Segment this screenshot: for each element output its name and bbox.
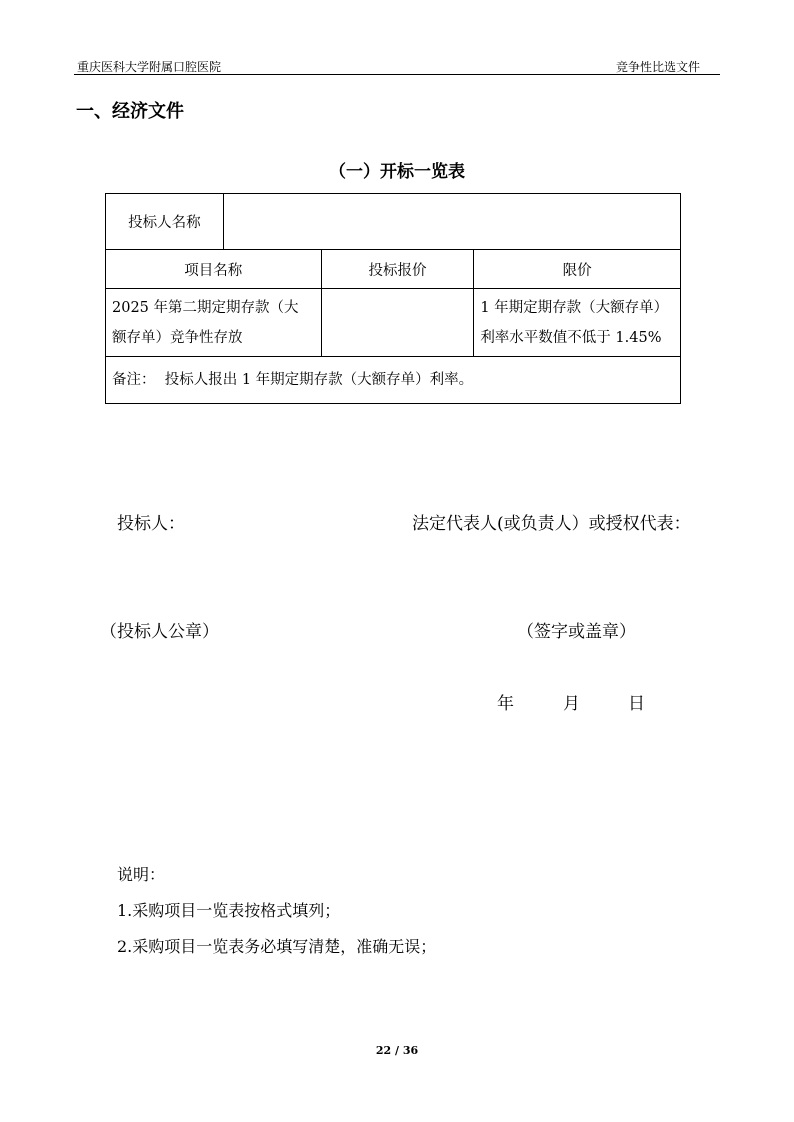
note-item-2: 2.采购项目一览表务必填写清楚，准确无误； <box>117 937 437 956</box>
project-name-line1: 2025 年第二期定期存款（大 <box>112 299 299 316</box>
project-name-line2: 额存单）竞争性存放 <box>112 329 243 346</box>
table-header-row <box>106 250 681 289</box>
table-title: （一）开标一览表 <box>329 162 465 182</box>
bid-summary-table <box>105 193 681 404</box>
date-day-label: 日 <box>628 694 645 714</box>
note-item-1: 1.采购项目一览表按格式填列； <box>117 901 341 920</box>
table-row <box>106 289 681 357</box>
bidder-name-row <box>106 194 681 250</box>
signature-label: （签字或盖章） <box>517 622 636 642</box>
col-header-limit: 限价 <box>474 250 681 289</box>
representative-label: 法定代表人(或负责人）或授权代表： <box>412 514 691 534</box>
remark-cell: 备注： 投标人报出 1 年期定期存款（大额存单）利率。 <box>106 357 681 404</box>
limit-line1: 1 年期定期存款（大额存单） <box>480 299 669 316</box>
section-title: 一、经济文件 <box>76 101 184 122</box>
project-name-cell <box>106 289 322 357</box>
page-number: 22 / 36 <box>375 1044 419 1057</box>
bidder-name-value <box>223 194 680 250</box>
col-header-project: 项目名称 <box>106 250 322 289</box>
bidder-seal-label: （投标人公章） <box>100 622 219 642</box>
notes-title: 说明： <box>117 865 166 884</box>
header-right-text: 竞争性比选文件 <box>615 60 700 74</box>
header-left-text: 重庆医科大学附属口腔医院 <box>77 60 222 74</box>
date-year-label: 年 <box>497 694 514 714</box>
bidder-label: 投标人： <box>117 514 185 534</box>
bid-price-cell <box>321 289 474 357</box>
remark-row <box>106 357 681 404</box>
date-month-label: 月 <box>563 694 580 714</box>
col-header-bid-price: 投标报价 <box>321 250 474 289</box>
bidder-name-label: 投标人名称 <box>106 194 224 250</box>
header-rule <box>74 74 720 75</box>
limit-cell <box>474 289 681 357</box>
limit-line2: 利率水平数值不低于 1.45% <box>480 329 662 346</box>
